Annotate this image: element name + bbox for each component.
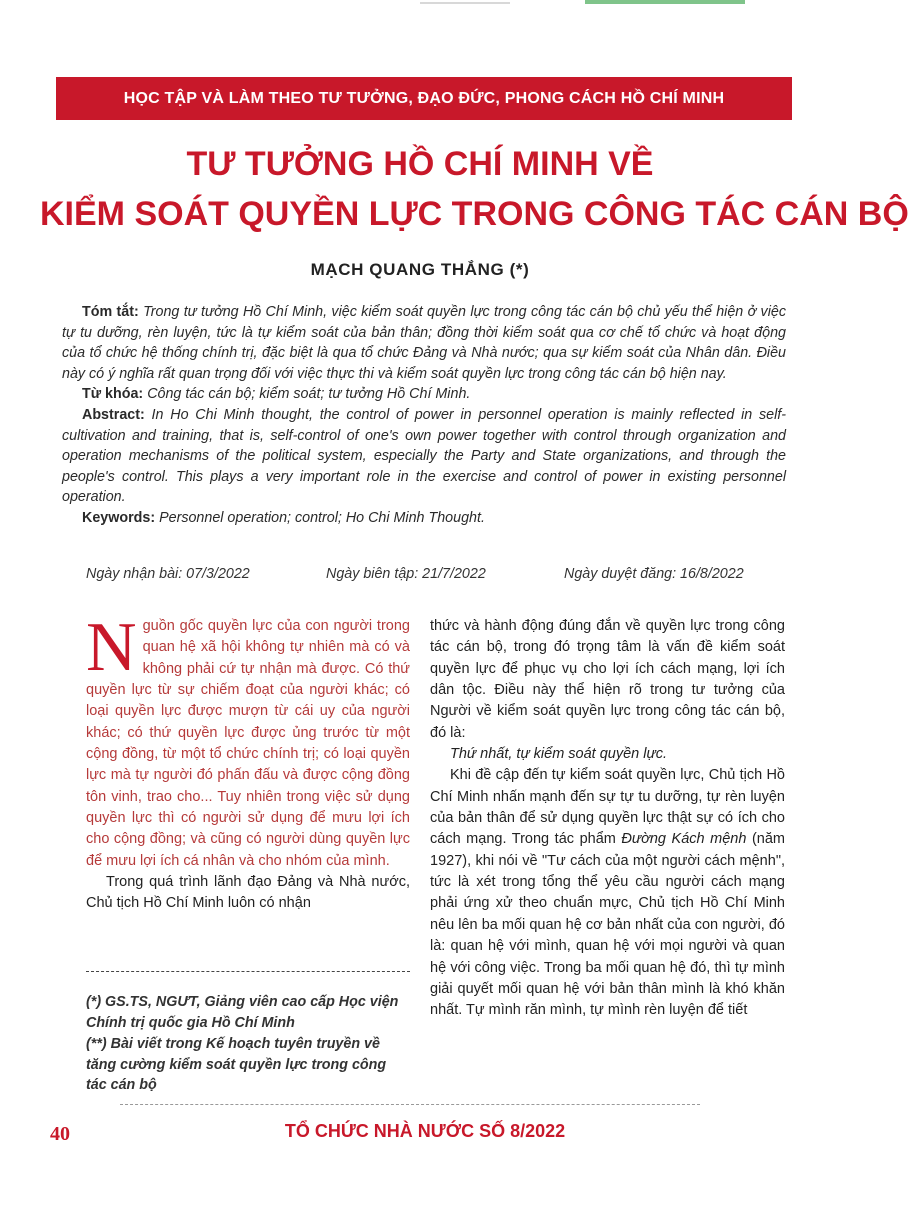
- keywords-en: [62, 508, 786, 529]
- body-column-left: [86, 609, 410, 915]
- intro-paragraph: [86, 609, 410, 872]
- keywords-en-text: Personnel operation; control; Ho Chi Minh Thought.: [159, 509, 485, 526]
- abstract-en-text: In Ho Chi Minh thought, the control of power in personnel operation is mainly reflected in self-cultivation and training, that is, self-control of one's own power together with control through organization and operation mechanisms of the political system, especially the Party and State organizations, and through the people's control. This plays a very important role in the exercise and control of power in existing personnel operation.: [62, 406, 786, 506]
- work-title: Đường Kách mệnh: [621, 831, 747, 848]
- footnote-2: (**) Bài viết trong Kế hoạch tuyên truyền về tăng cường kiểm soát quyền lực trong công tác cán bộ: [86, 1036, 387, 1093]
- footnote-divider: [86, 971, 410, 972]
- keywords-en-label: Keywords:: [82, 509, 156, 526]
- author-byline: MẠCH QUANG THẮNG (*): [310, 260, 530, 279]
- abstract-block: [62, 302, 786, 529]
- keywords-vi-label: Từ khóa:: [82, 386, 144, 403]
- date-edited: Ngày biên tập: 21/7/2022: [326, 566, 486, 582]
- section-heading-text: Thứ nhất, tự kiểm soát quyền lực.: [450, 746, 667, 763]
- keywords-vi: [62, 384, 786, 405]
- summary-vi: [62, 302, 786, 384]
- top-edge-gray-mark: [420, 2, 510, 4]
- right-paragraph-1: thức và hành động đúng đắn về quyền lực trong công tác cán bộ, trong đó trọng tâm là vấn đề kiểm soát quyền lực để phục vụ cho lợi ích cách mạng, lợi ích dân tộc. Điều này thể hiện rõ trong tư tưởng của Người về kiểm soát quyền lực trong công tác cán bộ, đó là:: [430, 618, 785, 741]
- keywords-vi-text: Công tác cán bộ; kiểm soát; tư tưởng Hồ Chí Minh.: [147, 386, 471, 403]
- footnote-1: (*) GS.TS, NGƯT, Giảng viên cao cấp Học viện Chính trị quốc gia Hồ Chí Minh: [86, 994, 399, 1031]
- top-edge-green-mark: [585, 0, 745, 4]
- date-approved: Ngày duyệt đăng: 16/8/2022: [564, 566, 744, 582]
- section-banner: HỌC TẬP VÀ LÀM THEO TƯ TƯỞNG, ĐẠO ĐỨC, PHONG CÁCH HỒ CHÍ MINH: [56, 77, 792, 120]
- section-heading-first: [430, 744, 785, 765]
- footer-rule: [120, 1104, 700, 1105]
- body-column-right: [430, 616, 785, 1022]
- intro-text: guồn gốc quyền lực của con người trong quan hệ xã hội không tự nhiên mà có và không phải cứ tự nhận mà được. Có thứ quyền lực từ sự chiếm đoạt của người khác; có loại quyền lực được mượn từ cái uy của người khác; có thứ quyền lực được ủng trước từ một cộng đồng, từ một tổ chức chính trị; có loại quyền lực mà tự người đó phấn đấu và được cộng đồng tôn vinh, trao cho... Tuy nhiên trong việc sử dụng quyền lực thì có người sử dụng để mưu lợi ích cho cộng đồng; và cũng có người dùng quyền lực để mưu lợi ích cá nhân và cho nhóm của mình.: [86, 618, 410, 869]
- date-received: Ngày nhận bài: 07/3/2022: [86, 566, 250, 582]
- left-paragraph-2: Trong quá trình lãnh đạo Đảng và Nhà nước, Chủ tịch Hồ Chí Minh luôn có nhận: [86, 874, 410, 912]
- footnotes: [86, 992, 410, 1097]
- article-title-line-2: KIỂM SOÁT QUYỀN LỰC TRONG CÔNG TÁC CÁN BỘ: [40, 195, 909, 233]
- journal-footer: TỔ CHỨC NHÀ NƯỚC SỐ 8/2022: [284, 1121, 566, 1141]
- article-title-line-1: TƯ TƯỞNG HỒ CHÍ MINH VỀ: [186, 145, 654, 183]
- abstract-en-label: Abstract:: [82, 406, 145, 423]
- right-paragraph-2-end: (năm 1927), khi nói về "Tư cách của một người cách mệnh", tức là xét trong tổng thể yêu cầu người cách mạng phải ứng xử theo chuẩn mực, Chủ tịch Hồ Chí Minh nêu lên ba mối quan hệ cơ bản nhất của con người, đó là: quan hệ với mình, quan hệ với mọi người và quan hệ với công việc. Trong ba mối quan hệ đó, thì tự mình giải quyết mối quan hệ với bản thân mình là khó khăn nhất. Tự mình răn mình, tự mình rèn luyện để tiết: [430, 831, 785, 1019]
- summary-text: Trong tư tưởng Hồ Chí Minh, việc kiểm soát quyền lực trong công tác cán bộ chủ yếu thể hiện ở việc tự tu dưỡng, rèn luyện, tức là tự kiểm soát của bản thân; đồng thời kiểm soát qua cơ chế tổ chức và hoạt động của tổ chức hệ thống chính trị, đặc biệt là qua tổ chức Đảng và Nhà nước; qua sự kiểm soát của Nhân dân. Điều này có ý nghĩa rất quan trọng đối với việc thực thi và kiểm soát quyền lực trong công tác cán bộ hiện nay.: [62, 304, 786, 382]
- abstract-en: [62, 405, 786, 508]
- drop-cap: N: [86, 609, 137, 686]
- right-paragraph-2-start: Khi đề cập đến tự kiểm soát quyền lực, Chủ tịch Hồ Chí Minh nhấn mạnh đến sự tự tu dưỡng, tự rèn luyện của bản thân để sử dụng quyền lực thật sự có ích cho cách mạng. Trong tác phẩm: [430, 767, 785, 848]
- page-number: 40: [50, 1123, 70, 1145]
- right-paragraph-2: [430, 765, 785, 1021]
- summary-label: Tóm tắt:: [82, 304, 139, 320]
